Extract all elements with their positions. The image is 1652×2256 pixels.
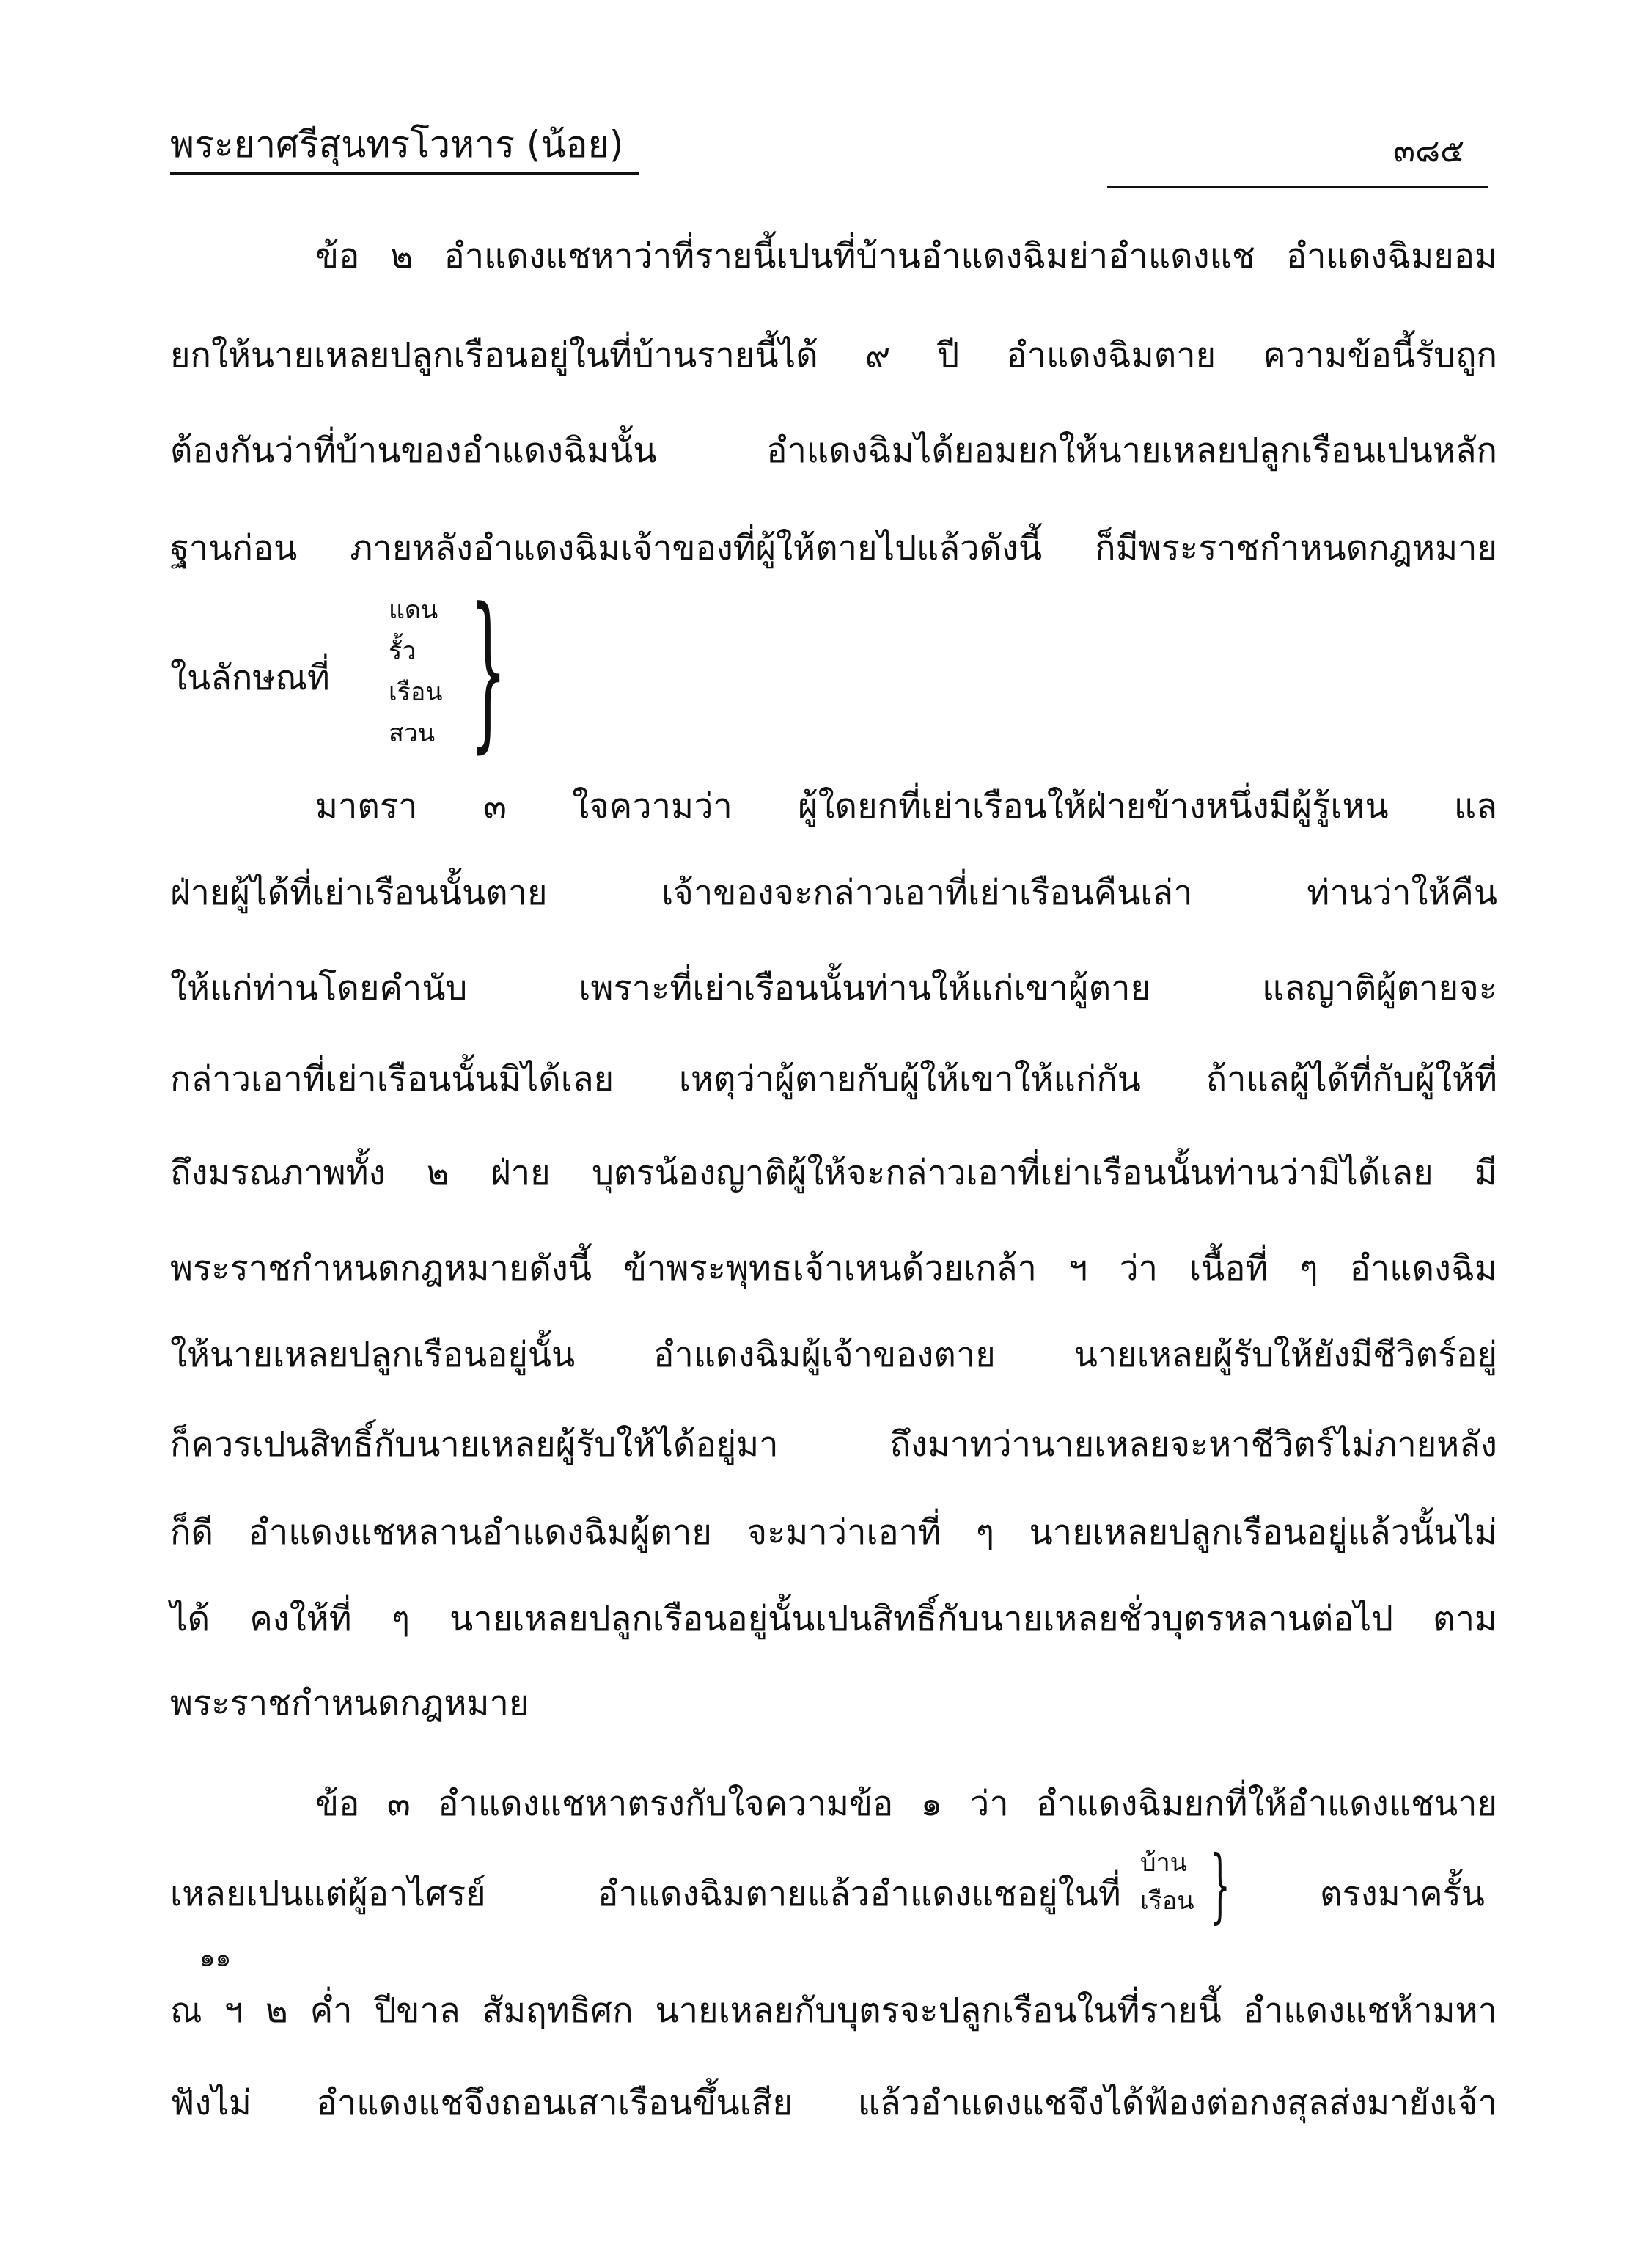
- brace-list-item: บ้าน: [1140, 1848, 1187, 1878]
- page-number: ๓๘๕: [1393, 132, 1465, 169]
- header-rule-right: [1107, 186, 1488, 188]
- brace-list-item: เรือน: [389, 678, 443, 707]
- text-line: พระราชกำหนดกฎหมายดังนี้ ข้าพระพุทธเจ้าเหนด้วยเกล้า ฯ ว่า เนื้อที่ ๆ อำแดงฉิม: [170, 1248, 1497, 1289]
- text-line: ยกให้นายเหลยปลูกเรือนอยู่ในที่บ้านรายนี้ได้ ๙ ปี อำแดงฉิมตาย ความข้อนี้รับถูก: [170, 335, 1497, 376]
- text-fragment: ตรงมาครั้น: [1320, 1874, 1485, 1914]
- brace-list-item: แดน: [389, 596, 438, 625]
- text-line: ก็ดี อำแดงแชหลานอำแดงฉิมผู้ตาย จะมาว่าเอาที่ ๆ นายเหลยปลูกเรือนอยู่แล้วนั้นไม่: [170, 1512, 1497, 1553]
- text-line: พระราชกำหนดกฎหมาย: [170, 1683, 529, 1724]
- text-line: มาตรา ๓ ใจความว่า ผู้ใดยกที่เย่าเรือนให้ฝ่ายข้างหนึ่งมีผู้รู้เหน แล: [315, 786, 1497, 827]
- text-line: ให้นายเหลยปลูกเรือนอยู่นั้น อำแดงฉิมผู้เจ้าของตาย นายเหลยผู้รับให้ยังมีชีวิตร์อยู่: [170, 1335, 1497, 1375]
- text-line: ข้อ ๒ อำแดงแชหาว่าที่รายนี้เปนที่บ้านอำแดงฉิมย่าอำแดงแช อำแดงฉิมยอม: [315, 236, 1497, 276]
- text-line: ได้ คงให้ที่ ๆ นายเหลยปลูกเรือนอยู่นั้นเปนสิทธิ์กับนายเหลยชั่วบุตรหลานต่อไป ตาม: [170, 1599, 1497, 1639]
- text-line: ให้แก่ท่านโดยคำนับ เพราะที่เย่าเรือนนั้นท่านให้แก่เขาผู้ตาย แลญาติผู้ตายจะ: [170, 968, 1497, 1008]
- text-line: ก็ควรเปนสิทธิ์กับนายเหลยผู้รับให้ได้อยู่มา ถึงมาทว่านายเหลยจะหาชีวิตร์ไม่ภายหลัง: [170, 1424, 1497, 1465]
- brace-list-item: สวน: [389, 719, 436, 748]
- right-brace: }: [1210, 1838, 1230, 1932]
- brace-list-item: เรือน: [1140, 1886, 1194, 1916]
- header-rule-left: [170, 172, 639, 175]
- text-line: ฐานก่อน ภายหลังอำแดงฉิมเจ้าของที่ผู้ให้ตายไปแล้วดังนี้ ก็มีพระราชกำหนดกฎหมาย: [170, 528, 1497, 568]
- text-line: ในลักษณที่: [170, 658, 330, 698]
- text-line: ฟังไม่ อำแดงแชจึงถอนเสาเรือนขึ้นเสีย แล้วอำแดงแชจึงได้ฟ้องต่อกงสุลส่งมายังเจ้า: [170, 2083, 1497, 2123]
- text-fragment: อำแดงฉิมตายแล้วอำแดงแชอยู่ในที่: [598, 1874, 1121, 1914]
- text-line: ถึงมรณภาพทั้ง ๒ ฝ่าย บุตรน้องญาติผู้ให้จะกล่าวเอาที่เย่าเรือนนั้นท่านว่ามิได้เลย มี: [170, 1153, 1497, 1193]
- text-line: ณ ฯ ๒ ค่ำ ปีขาล สัมฤทธิศก นายเหลยกับบุตรจะปลูกเรือนในที่รายนี้ อำแดงแชห้ามหา: [170, 1991, 1497, 2031]
- text-line: ข้อ ๓ อำแดงแชหาตรงกับใจความข้อ ๑ ว่า อำแดงฉิมยกที่ให้อำแดงแชนาย: [315, 1784, 1497, 1824]
- text-line: ฝ่ายผู้ได้ที่เย่าเรือนนั้นตาย เจ้าของจะกล่าวเอาที่เย่าเรือนคืนเล่า ท่านว่าให้คืน: [170, 873, 1497, 913]
- superscript-number: ๑๑: [199, 1944, 232, 1973]
- text-line: กล่าวเอาที่เย่าเรือนนั้นมิได้เลย เหตุว่าผู้ตายกับผู้ให้เขาให้แก่กัน ถ้าแลผู้ได้ที่กับผู้ให้ที่: [170, 1059, 1497, 1099]
- text-line: ต้องกันว่าที่บ้านของอำแดงฉิมนั้น อำแดงฉิมได้ยอมยกให้นายเหลยปลูกเรือนเปนหลัก: [170, 431, 1497, 471]
- right-brace: }: [469, 573, 507, 769]
- text-fragment: เหลยเปนแต่ผู้อาไศรย์: [170, 1874, 486, 1914]
- running-head-title: พระยาศรีสุนทรโวหาร (น้อย): [170, 123, 624, 166]
- brace-list-item: รั้ว: [389, 637, 416, 666]
